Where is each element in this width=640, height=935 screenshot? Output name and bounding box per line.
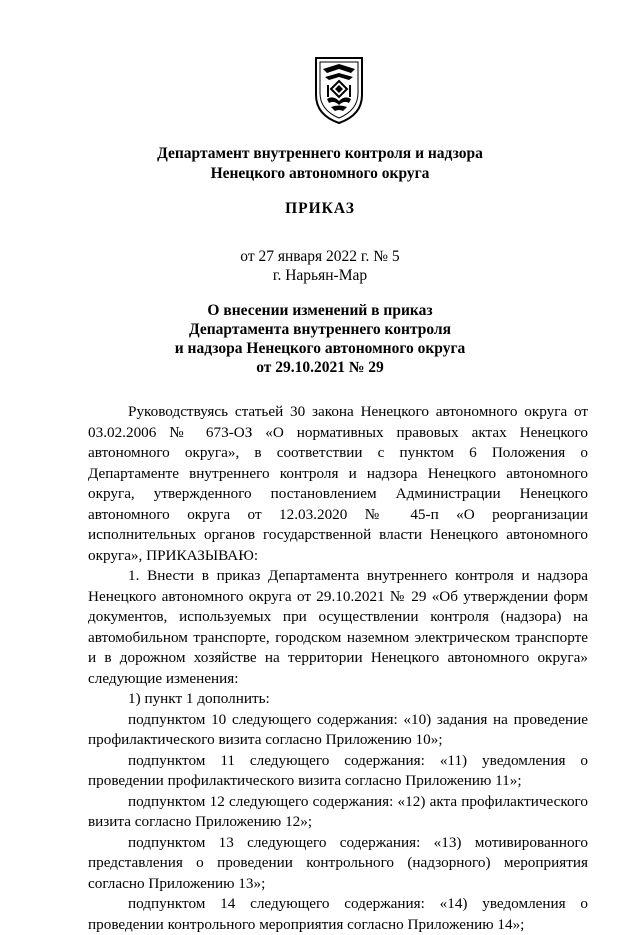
org-name-line2: Ненецкого автономного округа <box>210 165 430 182</box>
paragraph-subpoint-14: подпунктом 14 следующего содержания: «14) уведомления о проведении контрольного мероприятия согласно Приложению 14»; <box>88 895 588 933</box>
title-line2: Департамента внутреннего контроля <box>188 321 451 338</box>
title-line1: О внесении изменений в приказ <box>207 302 433 319</box>
paragraph-subpoint-13: подпунктом 13 следующего содержания: «13) мотивированного представления о проведении контрольного (надзорного) мероприятия согласно Приложению 13»; <box>88 833 588 892</box>
doc-type: ПРИКАЗ <box>285 200 355 217</box>
paragraph-preamble: Руководствуясь статьей 30 закона Ненецкого автономного округа от 03.02.2006 № 673-ОЗ «О нормативных правовых актах Ненецкого автономного округа», в соответствии с пунктом 6 Положения о Департаменте внутреннего контроля и надзора Ненецкого автономного округа, утвержденного постановлением Администрации Ненецкого автономного округа от 12.03.2020 № 45-п «О реорганизации исполнительных органов государственной власти Ненецкого автономного округа», ПРИКАЗЫВАЮ: <box>88 403 588 564</box>
nenets-okrug-coat-of-arms-icon <box>313 55 365 125</box>
org-name-line1: Департамент внутреннего контроля и надзора <box>157 145 483 162</box>
document-body <box>88 402 588 935</box>
paragraph-subpoint-12: подпунктом 12 следующего содержания: «12) акта профилактического визита согласно Приложению 12»; <box>88 792 588 830</box>
doc-date-number: от 27 января 2022 г. № 5 <box>240 248 400 265</box>
title-line4: от 29.10.2021 № 29 <box>256 359 384 376</box>
paragraph-subitem-1: 1) пункт 1 дополнить: <box>128 690 270 707</box>
title-line3: и надзора Ненецкого автономного округа <box>174 340 466 357</box>
paragraph-item-1: 1. Внести в приказ Департамента внутреннего контроля и надзора Ненецкого автономного округа от 29.10.2021 № 29 «Об утверждении форм документов, используемых при осуществлении контроля (надзора) на автомобильном транспорте, городском наземном электрическом транспорте и в дорожном хозяйстве на территории Ненецкого автономного округа» следующие изменения: <box>88 567 588 687</box>
paragraph-subpoint-10: подпунктом 10 следующего содержания: «10) задания на проведение профилактического визита согласно Приложению 10»; <box>88 710 588 748</box>
paragraph-subpoint-11: подпунктом 11 следующего содержания: «11) уведомления о проведении профилактического визита согласно Приложению 11»; <box>88 751 588 789</box>
doc-place: г. Нарьян-Мар <box>272 267 368 284</box>
